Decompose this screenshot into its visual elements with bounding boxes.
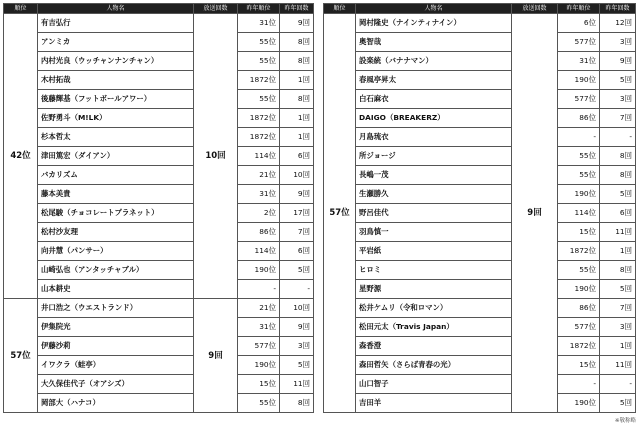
table-row bbox=[324, 90, 636, 109]
person-name: 星野源 bbox=[356, 280, 512, 299]
header-last-times: 昨年回数 bbox=[600, 4, 636, 14]
last-year-rank: 114位 bbox=[558, 204, 600, 223]
table-row bbox=[324, 128, 636, 147]
person-name: 岡村隆史（ナインティナイン） bbox=[356, 14, 512, 33]
table-row bbox=[4, 204, 314, 223]
last-year-times: 7回 bbox=[600, 109, 636, 128]
last-year-rank: 55位 bbox=[238, 33, 280, 52]
header-rank: 順位 bbox=[4, 4, 38, 14]
person-name: 津田篤宏（ダイアン） bbox=[38, 147, 194, 166]
table-row bbox=[4, 242, 314, 261]
table-row bbox=[4, 280, 314, 299]
person-name: 杉本哲太 bbox=[38, 128, 194, 147]
person-name: 木村拓哉 bbox=[38, 71, 194, 90]
table-row bbox=[324, 337, 636, 356]
last-year-rank: 86位 bbox=[238, 223, 280, 242]
person-name: 設楽統（バナナマン） bbox=[356, 52, 512, 71]
table-row bbox=[324, 33, 636, 52]
table-row bbox=[4, 128, 314, 147]
last-year-rank: 31位 bbox=[238, 185, 280, 204]
last-year-rank: 15位 bbox=[558, 356, 600, 375]
last-year-rank: 1872位 bbox=[238, 128, 280, 147]
last-year-times: 11回 bbox=[280, 375, 314, 394]
person-name: 内村光良（ウッチャンナンチャン） bbox=[38, 52, 194, 71]
last-year-times: 3回 bbox=[280, 337, 314, 356]
table-row bbox=[324, 223, 636, 242]
last-year-rank: 86位 bbox=[558, 109, 600, 128]
last-year-rank: 15位 bbox=[238, 375, 280, 394]
last-year-times: 9回 bbox=[280, 185, 314, 204]
table-row bbox=[4, 337, 314, 356]
person-name: 松尾駿（チョコレートプラネット） bbox=[38, 204, 194, 223]
right-panel bbox=[323, 3, 636, 413]
ranking-table-left bbox=[3, 3, 314, 413]
last-year-times: 5回 bbox=[600, 71, 636, 90]
last-year-rank: - bbox=[558, 128, 600, 147]
ranking-tables bbox=[3, 3, 637, 417]
left-panel bbox=[3, 3, 314, 413]
table-row bbox=[4, 147, 314, 166]
last-year-rank: 577位 bbox=[238, 337, 280, 356]
footnote: ※敬称略 bbox=[614, 418, 636, 424]
table-row bbox=[324, 204, 636, 223]
header-row bbox=[4, 4, 314, 14]
table-row bbox=[324, 299, 636, 318]
last-year-times: 9回 bbox=[280, 318, 314, 337]
last-year-times: 6回 bbox=[280, 242, 314, 261]
last-year-rank: 2位 bbox=[238, 204, 280, 223]
person-name: 向井慧（パンサー） bbox=[38, 242, 194, 261]
table-row bbox=[4, 33, 314, 52]
table-row bbox=[324, 261, 636, 280]
last-year-rank: 55位 bbox=[238, 394, 280, 413]
table-row bbox=[4, 223, 314, 242]
table-row bbox=[4, 52, 314, 71]
last-year-rank: 114位 bbox=[238, 242, 280, 261]
last-year-rank: 6位 bbox=[558, 14, 600, 33]
table-row bbox=[324, 394, 636, 413]
last-year-rank: - bbox=[558, 375, 600, 394]
last-year-times: 1回 bbox=[280, 128, 314, 147]
person-name: 松井ケムリ（令和ロマン） bbox=[356, 299, 512, 318]
last-year-times: 3回 bbox=[600, 33, 636, 52]
table-row bbox=[324, 14, 636, 33]
last-year-times: 1回 bbox=[600, 242, 636, 261]
person-name: 吉田羊 bbox=[356, 394, 512, 413]
table-row bbox=[324, 71, 636, 90]
last-year-times: 17回 bbox=[280, 204, 314, 223]
person-name: 山崎弘也（アンタッチャブル） bbox=[38, 261, 194, 280]
person-name: 井口浩之（ウエストランド） bbox=[38, 299, 194, 318]
last-year-rank: - bbox=[238, 280, 280, 299]
header-name: 人物名 bbox=[356, 4, 512, 14]
table-row bbox=[4, 375, 314, 394]
person-name: 藤本美貴 bbox=[38, 185, 194, 204]
person-name: 所ジョージ bbox=[356, 147, 512, 166]
table-row bbox=[324, 242, 636, 261]
person-name: 山口智子 bbox=[356, 375, 512, 394]
person-name: 白石麻衣 bbox=[356, 90, 512, 109]
last-year-rank: 1872位 bbox=[558, 242, 600, 261]
last-year-times: - bbox=[600, 375, 636, 394]
header-rank: 順位 bbox=[324, 4, 356, 14]
table-row bbox=[4, 318, 314, 337]
person-name: バカリズム bbox=[38, 166, 194, 185]
table-row bbox=[4, 394, 314, 413]
last-year-times: 3回 bbox=[600, 318, 636, 337]
last-year-times: 10回 bbox=[280, 166, 314, 185]
person-name: 伊集院光 bbox=[38, 318, 194, 337]
last-year-rank: 1872位 bbox=[238, 71, 280, 90]
last-year-times: 8回 bbox=[600, 147, 636, 166]
table-row bbox=[324, 109, 636, 128]
group-times: 10回 bbox=[194, 14, 238, 299]
last-year-rank: 21位 bbox=[238, 166, 280, 185]
last-year-rank: 86位 bbox=[558, 299, 600, 318]
table-row bbox=[4, 71, 314, 90]
last-year-rank: 31位 bbox=[238, 14, 280, 33]
last-year-times: 5回 bbox=[600, 394, 636, 413]
last-year-times: 8回 bbox=[280, 52, 314, 71]
person-name: 生瀬勝久 bbox=[356, 185, 512, 204]
table-row bbox=[324, 375, 636, 394]
header-times: 放送回数 bbox=[194, 4, 238, 14]
last-year-rank: 114位 bbox=[238, 147, 280, 166]
ranking-table-right bbox=[323, 3, 636, 413]
last-year-times: 3回 bbox=[600, 90, 636, 109]
person-name: 羽鳥慎一 bbox=[356, 223, 512, 242]
table-row bbox=[4, 90, 314, 109]
last-year-rank: 1872位 bbox=[558, 337, 600, 356]
person-name: アンミカ bbox=[38, 33, 194, 52]
table-row bbox=[324, 185, 636, 204]
last-year-times: 5回 bbox=[280, 261, 314, 280]
group-rank: 57位 bbox=[324, 14, 356, 413]
table-row bbox=[4, 261, 314, 280]
table-row bbox=[4, 185, 314, 204]
last-year-rank: 190位 bbox=[558, 71, 600, 90]
last-year-rank: 55位 bbox=[238, 90, 280, 109]
person-name: 月島琉衣 bbox=[356, 128, 512, 147]
header-name: 人物名 bbox=[38, 4, 194, 14]
last-year-times: 5回 bbox=[600, 185, 636, 204]
table-row bbox=[4, 299, 314, 318]
table-row bbox=[324, 318, 636, 337]
person-name: 春風亭昇太 bbox=[356, 71, 512, 90]
person-name: 有吉弘行 bbox=[38, 14, 194, 33]
last-year-rank: 55位 bbox=[558, 166, 600, 185]
last-year-times: 8回 bbox=[280, 394, 314, 413]
last-year-times: 5回 bbox=[600, 280, 636, 299]
table-row bbox=[324, 52, 636, 71]
last-year-rank: 31位 bbox=[558, 52, 600, 71]
last-year-times: 8回 bbox=[600, 166, 636, 185]
last-year-times: 1回 bbox=[280, 109, 314, 128]
person-name: 森田哲矢（さらば青春の光） bbox=[356, 356, 512, 375]
last-year-rank: 31位 bbox=[238, 318, 280, 337]
last-year-times: 12回 bbox=[600, 14, 636, 33]
group-times: 9回 bbox=[194, 299, 238, 413]
group-times: 9回 bbox=[512, 14, 558, 413]
last-year-rank: 190位 bbox=[558, 280, 600, 299]
last-year-times: 8回 bbox=[280, 33, 314, 52]
last-year-times: - bbox=[280, 280, 314, 299]
last-year-rank: 21位 bbox=[238, 299, 280, 318]
header-last-rank: 昨年順位 bbox=[238, 4, 280, 14]
person-name: DAIGO（BREAKERZ） bbox=[356, 109, 512, 128]
last-year-rank: 190位 bbox=[558, 185, 600, 204]
last-year-times: 1回 bbox=[600, 337, 636, 356]
person-name: 松村沙友理 bbox=[38, 223, 194, 242]
person-name: 奥智哉 bbox=[356, 33, 512, 52]
last-year-rank: 55位 bbox=[558, 147, 600, 166]
last-year-times: - bbox=[600, 128, 636, 147]
group-rank: 42位 bbox=[4, 14, 38, 299]
header-row bbox=[324, 4, 636, 14]
last-year-times: 8回 bbox=[280, 90, 314, 109]
table-row bbox=[324, 280, 636, 299]
person-name: 伊藤沙莉 bbox=[38, 337, 194, 356]
header-last-rank: 昨年順位 bbox=[558, 4, 600, 14]
group-rank: 57位 bbox=[4, 299, 38, 413]
last-year-rank: 190位 bbox=[238, 261, 280, 280]
person-name: 佐野勇斗（M!LK） bbox=[38, 109, 194, 128]
person-name: 後藤輝基（フットボールアワー） bbox=[38, 90, 194, 109]
last-year-times: 11回 bbox=[600, 223, 636, 242]
person-name: 平岩紙 bbox=[356, 242, 512, 261]
table-row bbox=[4, 109, 314, 128]
last-year-times: 6回 bbox=[600, 204, 636, 223]
last-year-rank: 55位 bbox=[238, 52, 280, 71]
person-name: 山本耕史 bbox=[38, 280, 194, 299]
table-row bbox=[4, 14, 314, 33]
table-row bbox=[4, 356, 314, 375]
last-year-rank: 190位 bbox=[558, 394, 600, 413]
table-row bbox=[324, 356, 636, 375]
last-year-times: 9回 bbox=[280, 14, 314, 33]
table-row bbox=[4, 166, 314, 185]
person-name: 松田元太（Travis Japan） bbox=[356, 318, 512, 337]
last-year-times: 5回 bbox=[280, 356, 314, 375]
last-year-times: 9回 bbox=[600, 52, 636, 71]
last-year-times: 8回 bbox=[600, 261, 636, 280]
last-year-times: 1回 bbox=[280, 71, 314, 90]
person-name: 長嶋一茂 bbox=[356, 166, 512, 185]
last-year-rank: 15位 bbox=[558, 223, 600, 242]
last-year-rank: 577位 bbox=[558, 318, 600, 337]
person-name: ヒロミ bbox=[356, 261, 512, 280]
last-year-rank: 190位 bbox=[238, 356, 280, 375]
person-name: 森香澄 bbox=[356, 337, 512, 356]
last-year-times: 10回 bbox=[280, 299, 314, 318]
last-year-rank: 1872位 bbox=[238, 109, 280, 128]
last-year-rank: 577位 bbox=[558, 33, 600, 52]
last-year-rank: 577位 bbox=[558, 90, 600, 109]
last-year-times: 6回 bbox=[280, 147, 314, 166]
header-times: 放送回数 bbox=[512, 4, 558, 14]
last-year-times: 11回 bbox=[600, 356, 636, 375]
person-name: イワクラ（蛙亭） bbox=[38, 356, 194, 375]
last-year-times: 7回 bbox=[600, 299, 636, 318]
table-row bbox=[324, 147, 636, 166]
table-row bbox=[324, 166, 636, 185]
person-name: 野呂佳代 bbox=[356, 204, 512, 223]
person-name: 大久保佳代子（オアシズ） bbox=[38, 375, 194, 394]
last-year-rank: 55位 bbox=[558, 261, 600, 280]
person-name: 岡部大（ハナコ） bbox=[38, 394, 194, 413]
last-year-times: 7回 bbox=[280, 223, 314, 242]
header-last-times: 昨年回数 bbox=[280, 4, 314, 14]
